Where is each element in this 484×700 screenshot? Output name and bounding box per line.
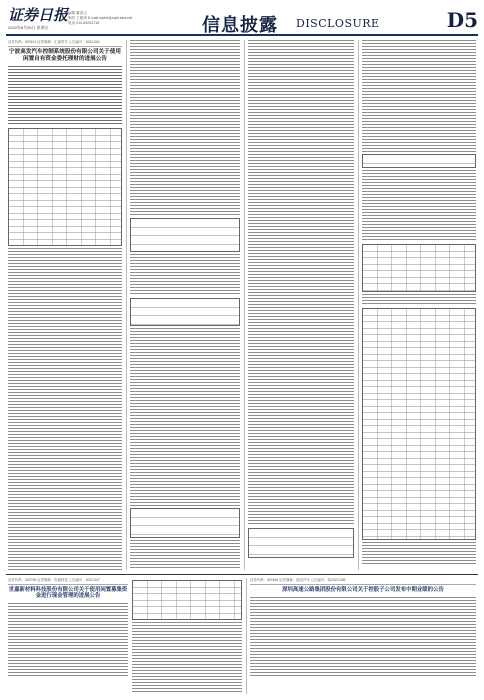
body-text	[130, 254, 240, 296]
column-divider	[246, 578, 247, 694]
body-text	[8, 248, 122, 572]
column-divider	[244, 40, 245, 570]
summary-table	[130, 508, 240, 538]
product-table	[130, 298, 240, 326]
page-number: D5	[446, 8, 478, 32]
body-text	[362, 40, 476, 152]
contact-line: 制作 王敬涛 E-mail:zqrb9@zqrb.sina.net	[68, 16, 133, 20]
financial-table	[362, 308, 476, 540]
product-table	[130, 218, 240, 252]
body-text	[362, 294, 476, 306]
body-text	[132, 622, 242, 694]
body-text	[250, 597, 476, 677]
article-header: 证券代码：600166 证券简称：福田汽车 公告编号：临2022-085	[250, 578, 476, 585]
article-continuation	[132, 578, 242, 694]
section-divider	[6, 574, 478, 575]
column-divider	[358, 40, 359, 570]
financial-table	[362, 244, 476, 292]
section-subtitle: DISCLOSURE	[296, 17, 380, 30]
article-continuation	[130, 40, 240, 572]
editor-line: 编辑 董春云	[68, 11, 87, 15]
summary-table	[248, 528, 354, 558]
article-continuation	[248, 40, 354, 572]
article-title: 世嘉新材料科技股份有限公司关于使用闲置募集资金进行现金管理的进展公告	[8, 586, 128, 599]
article-continuation	[362, 40, 476, 572]
body-text	[130, 540, 240, 570]
body-text	[130, 328, 240, 506]
newspaper-logo: 证券日报	[8, 6, 69, 24]
editor-info	[68, 11, 188, 26]
article-header: 证券代码：603101 证券简称：汇嘉时代 公告编号：2022-061	[8, 40, 122, 47]
body-text	[362, 170, 476, 242]
product-table	[132, 580, 242, 620]
section-title: 信息披露	[202, 15, 278, 36]
article-entrusted-wealth-management	[8, 40, 122, 572]
body-text	[362, 542, 476, 566]
phone-line: 电话 010-83251716	[68, 21, 100, 25]
masthead	[6, 4, 478, 36]
article-cash-management	[8, 578, 128, 694]
investment-table	[8, 128, 122, 246]
article-header: 证券代码：002796 证券简称：世嘉科技 公告编号：2022-047	[8, 578, 128, 585]
body-text	[248, 40, 354, 526]
article-interim-results	[250, 578, 476, 694]
body-text	[8, 603, 128, 677]
body-text	[130, 40, 240, 216]
info-table	[362, 154, 476, 168]
dateline: 2022年8月26日 星期五	[8, 25, 49, 30]
body-text	[8, 66, 122, 126]
article-title: 宁波高发汽车控制系统股份有限公司关于使用闲置自有资金委托理财的进展公告	[9, 48, 121, 62]
article-title: 深圳高速公路集团股份有限公司关于控股子公司发布中期业绩的公告	[282, 586, 444, 593]
column-divider	[126, 40, 127, 570]
